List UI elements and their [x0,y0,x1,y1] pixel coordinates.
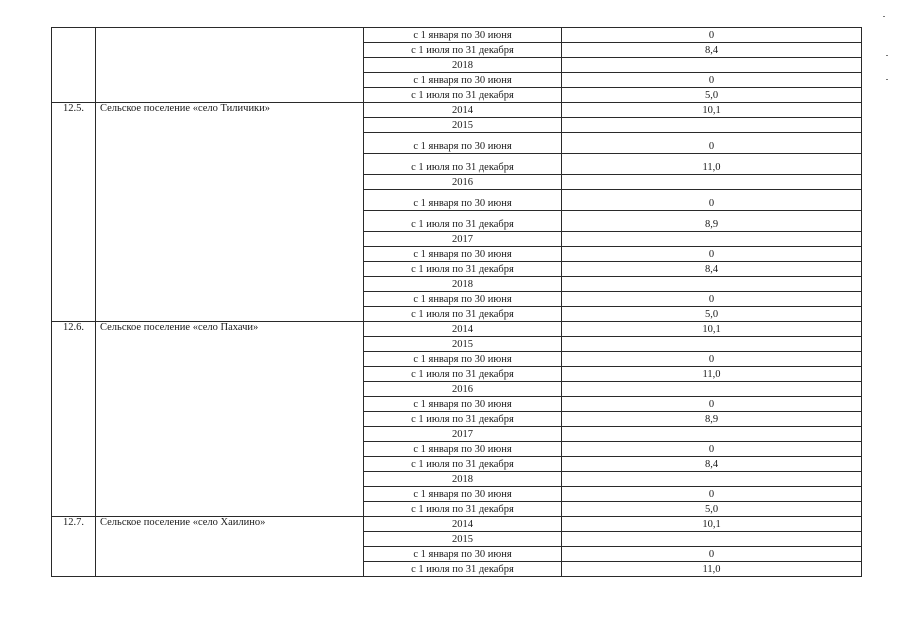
value-cell [562,277,862,292]
period-cell: с 1 июля по 31 декабря [364,43,562,58]
value-cell [562,58,862,73]
period-cell: с 1 июля по 31 декабря [364,307,562,322]
value-cell [562,175,862,190]
period-cell: с 1 января по 30 июня [364,133,562,154]
period-cell: 2014 [364,103,562,118]
value-cell: 0 [562,352,862,367]
period-cell: с 1 июля по 31 декабря [364,457,562,472]
period-cell: с 1 июля по 31 декабря [364,412,562,427]
value-cell: 8,9 [562,412,862,427]
period-cell: с 1 января по 30 июня [364,73,562,88]
value-cell: 0 [562,397,862,412]
table-row [52,517,862,532]
period-cell: 2018 [364,472,562,487]
period-cell: с 1 января по 30 июня [364,292,562,307]
value-cell: 11,0 [562,154,862,175]
period-cell: с 1 января по 30 июня [364,352,562,367]
value-cell [562,532,862,547]
table-row [52,103,862,118]
value-cell [562,337,862,352]
period-cell: с 1 июля по 31 декабря [364,154,562,175]
value-cell: 10,1 [562,322,862,337]
table-row [52,322,862,337]
value-cell: 10,1 [562,103,862,118]
value-cell [562,118,862,133]
period-cell: с 1 января по 30 июня [364,547,562,562]
period-cell: с 1 января по 30 июня [364,397,562,412]
value-cell: 8,4 [562,43,862,58]
settlement-name: Сельское поселение «село Хаилино» [96,517,364,577]
value-cell [562,232,862,247]
value-cell: 10,1 [562,517,862,532]
value-cell: 5,0 [562,502,862,517]
value-cell [562,382,862,397]
period-cell: 2015 [364,118,562,133]
period-cell: с 1 июля по 31 декабря [364,502,562,517]
value-cell: 11,0 [562,367,862,382]
period-cell: 2017 [364,232,562,247]
period-cell: с 1 января по 30 июня [364,487,562,502]
value-cell: 8,9 [562,211,862,232]
period-cell: 2018 [364,277,562,292]
value-cell: 0 [562,487,862,502]
value-cell [562,472,862,487]
period-cell: 2014 [364,517,562,532]
value-cell: 11,0 [562,562,862,577]
period-cell: 2016 [364,175,562,190]
value-cell: 0 [562,547,862,562]
period-cell: с 1 июля по 31 декабря [364,367,562,382]
value-cell: 5,0 [562,88,862,103]
value-cell: 0 [562,133,862,154]
period-cell: 2018 [364,58,562,73]
tariff-table [51,27,862,577]
settlement-number: 12.5. [52,103,96,322]
value-cell: 0 [562,442,862,457]
settlement-number: 12.6. [52,322,96,517]
period-cell: 2015 [364,337,562,352]
number-cell [52,28,96,103]
settlement-name: Сельское поселение «село Пахачи» [96,322,364,517]
value-cell: 0 [562,292,862,307]
name-cell [96,28,364,103]
value-cell: 5,0 [562,307,862,322]
period-cell: с 1 января по 30 июня [364,247,562,262]
value-cell: 8,4 [562,457,862,472]
settlement-name: Сельское поселение «село Тиличики» [96,103,364,322]
scan-speck [886,55,888,56]
scan-speck [886,79,888,80]
period-cell: с 1 июля по 31 декабря [364,88,562,103]
tariff-table-body [52,28,862,577]
period-cell: 2015 [364,532,562,547]
period-cell: 2017 [364,427,562,442]
value-cell: 8,4 [562,262,862,277]
settlement-number: 12.7. [52,517,96,577]
value-cell: 0 [562,28,862,43]
period-cell: с 1 января по 30 июня [364,190,562,211]
period-cell: с 1 января по 30 июня [364,442,562,457]
value-cell: 0 [562,247,862,262]
period-cell: с 1 июля по 31 декабря [364,211,562,232]
scan-speck [883,16,885,17]
period-cell: с 1 января по 30 июня [364,28,562,43]
period-cell: 2014 [364,322,562,337]
value-cell: 0 [562,190,862,211]
period-cell: с 1 июля по 31 декабря [364,562,562,577]
value-cell [562,427,862,442]
period-cell: с 1 июля по 31 декабря [364,262,562,277]
period-cell: 2016 [364,382,562,397]
table-row [52,28,862,43]
value-cell: 0 [562,73,862,88]
